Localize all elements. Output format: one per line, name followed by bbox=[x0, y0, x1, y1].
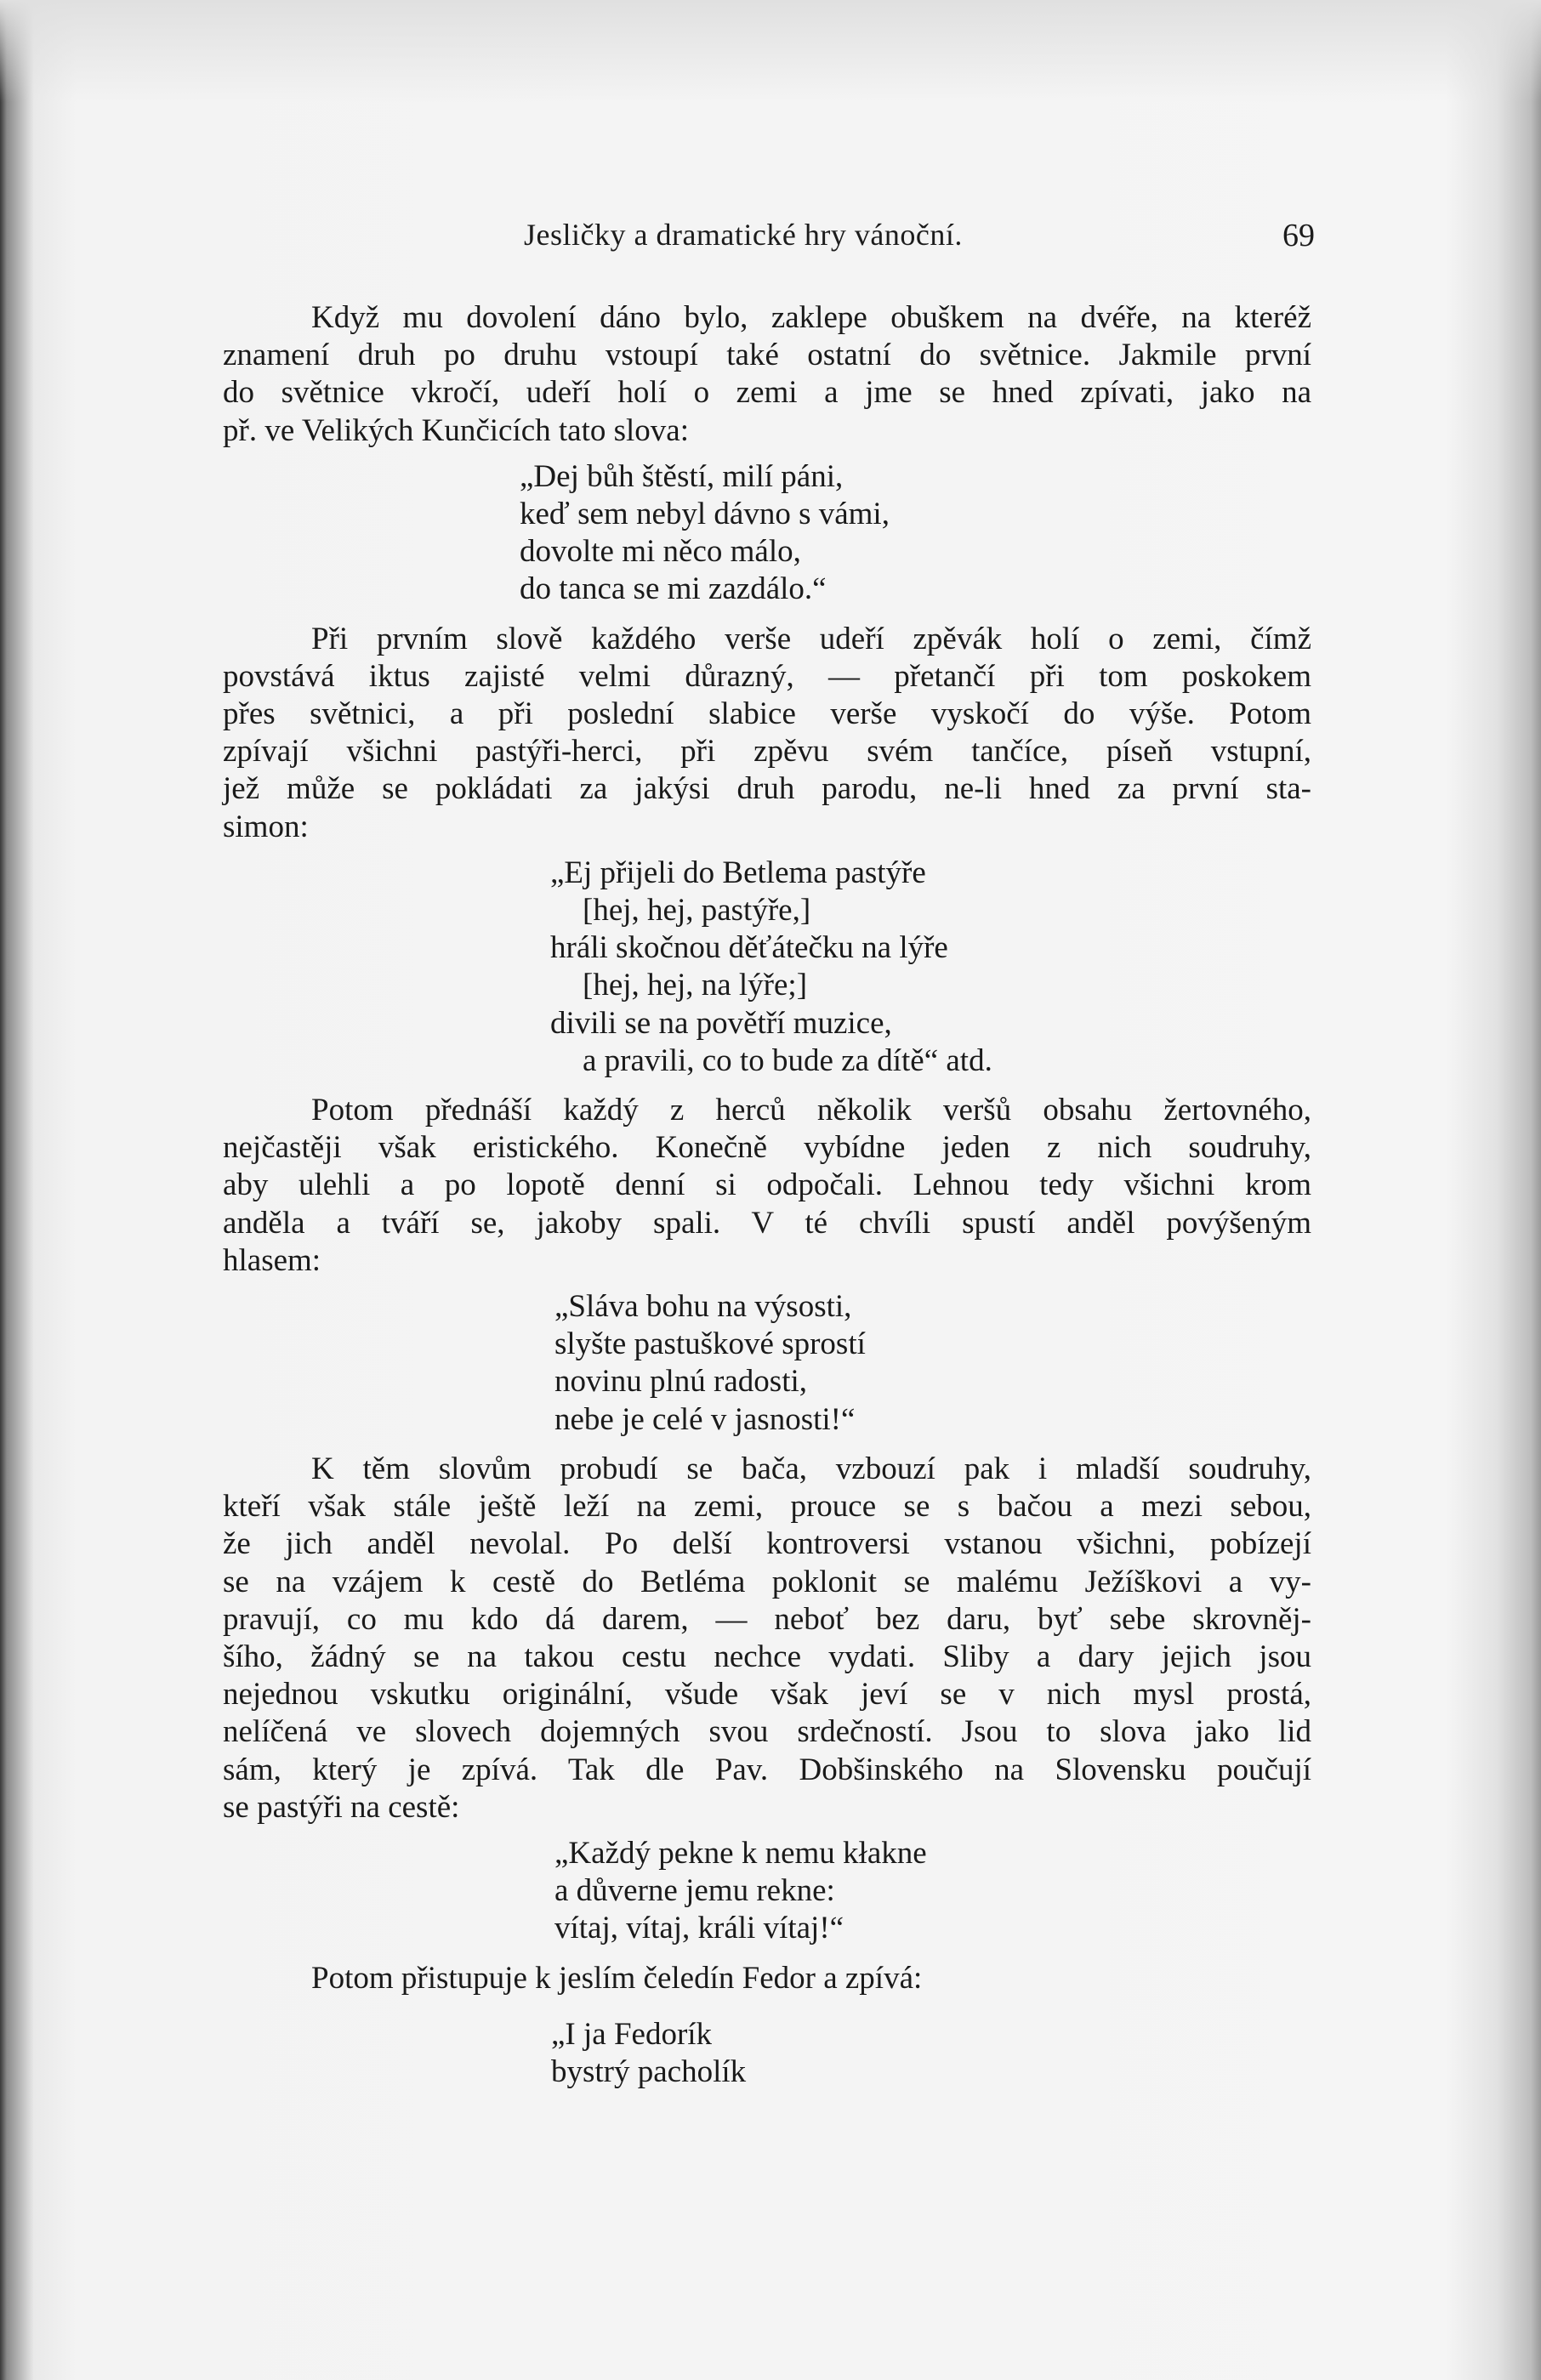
paragraph-line: přes světnici, a při poslední slabice verše vyskočí do výše. Potom bbox=[223, 696, 1311, 732]
verse-line: slyšte pastuškové sprostí bbox=[554, 1326, 866, 1362]
verse-line: novinu plnú radosti, bbox=[554, 1364, 808, 1400]
paragraph-line: nejednou vskutku originální, všude však jeví se v nich mysl prostá, bbox=[223, 1677, 1311, 1713]
verse-line: [hej, hej, na lýře;] bbox=[583, 968, 808, 1003]
paragraph-line: se pastýři na cestě: bbox=[223, 1789, 460, 1825]
verse-line: „Ej přijeli do Betlema pastýře bbox=[550, 855, 926, 890]
body-text bbox=[223, 299, 1311, 2103]
paragraph-line: šího, žádný se na takou cestu nechce vydati. Sliby a dary jejich jsou bbox=[223, 1639, 1311, 1674]
paragraph-line: Když mu dovolení dáno bylo, zaklepe obuškem na dvéře, na kteréž bbox=[311, 300, 1311, 335]
paragraph-4 bbox=[223, 1451, 1311, 1826]
verse-line: nebe je celé v jasnosti!“ bbox=[554, 1401, 856, 1437]
verse-line: „I ja Fedorík bbox=[551, 2016, 713, 2052]
verse-1 bbox=[223, 458, 1311, 609]
verse-line: do tanca se mi zazdálo.“ bbox=[520, 571, 827, 607]
verse-4 bbox=[223, 1835, 1311, 1948]
paragraph-line: povstává iktus zajisté velmi důrazný, — přetančí při tom poskokem bbox=[223, 658, 1311, 694]
verse-line: „Sláva bohu na výsosti, bbox=[554, 1289, 852, 1325]
paragraph-line: kteří však stále ještě leží na zemi, prouce se s bačou a mezi sebou, bbox=[223, 1489, 1311, 1525]
paragraph-line: do světnice vkročí, udeří holí o zemi a jme se hned zpívati, jako na bbox=[223, 375, 1311, 411]
paragraph-line: se na vzájem k cestě do Betléma poklonit se malému Ježíškovi a vy- bbox=[223, 1564, 1311, 1599]
paragraph-line: Potom přednáší každý z herců několik veršů obsahu žertovného, bbox=[311, 1093, 1311, 1128]
paragraph-line: aby ulehli a po lopotě denní si odpočali. Lehnou tedy všichni krom bbox=[223, 1167, 1311, 1203]
paragraph-line: pravují, co mu kdo dá darem, — neboť bez daru, byť sebe skrovněj- bbox=[223, 1601, 1311, 1637]
verse-5 bbox=[223, 2016, 1311, 2091]
paragraph-line: Potom přistupuje k jeslím čeledín Fedor a zpívá: bbox=[311, 1960, 923, 1996]
verse-line: bystrý pacholík bbox=[551, 2053, 747, 2089]
verse-line: dovolte mi něco málo, bbox=[520, 534, 801, 570]
running-title: Jesličky a dramatické hry vánoční. bbox=[524, 218, 963, 252]
paragraph-2 bbox=[223, 621, 1311, 846]
paragraph-5 bbox=[223, 1960, 1311, 1997]
verse-2 bbox=[223, 855, 1311, 1080]
paragraph-line: K těm slovům probudí se bača, vzbouzí pak i mladší soudruhy, bbox=[311, 1451, 1311, 1486]
page-number: 69 bbox=[1282, 218, 1315, 253]
verse-line: [hej, hej, pastýře,] bbox=[583, 893, 811, 929]
paragraph-line: hlasem: bbox=[223, 1242, 321, 1278]
paragraph-line: Při prvním slově každého verše udeří zpěvák holí o zemi, čímž bbox=[311, 621, 1311, 656]
paragraph-line: nelíčená ve slovech dojemných svou srdečností. Jsou to slova jako lid bbox=[223, 1714, 1311, 1750]
paragraph-3 bbox=[223, 1092, 1311, 1280]
paragraph-1 bbox=[223, 299, 1311, 450]
verse-line: „Každý pekne k nemu kłakne bbox=[554, 1835, 927, 1871]
paragraph-line: simon: bbox=[223, 809, 309, 844]
verse-line: hráli skočnou děťátečku na lýře bbox=[550, 930, 948, 966]
paragraph-line: sám, který je zpívá. Tak dle Pav. Dobšinského na Slovensku poučují bbox=[223, 1752, 1311, 1787]
verse-line: divili se na povětří muzice, bbox=[550, 1005, 892, 1041]
paragraph-line: zpívají všichni pastýři-herci, při zpěvu svém tančíce, píseň vstupní, bbox=[223, 734, 1311, 770]
paragraph-line: př. ve Velikých Kunčicích tato slova: bbox=[223, 412, 690, 448]
paragraph-line: jež může se pokládati za jakýsi druh parodu, ne-li hned za první sta- bbox=[223, 771, 1311, 807]
paragraph-line: anděla a tváří se, jakoby spali. V té chvíli spustí anděl povýšeným bbox=[223, 1205, 1311, 1241]
paragraph-line: znamení druh po druhu vstoupí také ostatní do světnice. Jakmile první bbox=[223, 338, 1311, 373]
verse-line: „Dej bůh štěstí, milí páni, bbox=[520, 458, 844, 494]
verse-line: a důverne jemu rekne: bbox=[554, 1873, 835, 1909]
paragraph-line: nejčastěji však eristického. Konečně vybídne jeden z nich soudruhy, bbox=[223, 1130, 1311, 1166]
verse-line: vítaj, vítaj, králi vítaj!“ bbox=[554, 1911, 844, 1946]
verse-line: a pravili, co to bude za dítě“ atd. bbox=[583, 1042, 992, 1078]
running-head bbox=[524, 217, 1315, 264]
verse-line: keď sem nebyl dávno s vámi, bbox=[520, 497, 890, 532]
paragraph-line: že jich anděl nevolal. Po delší kontroversi vstanou všichni, pobízejí bbox=[223, 1526, 1311, 1562]
verse-3 bbox=[223, 1288, 1311, 1439]
